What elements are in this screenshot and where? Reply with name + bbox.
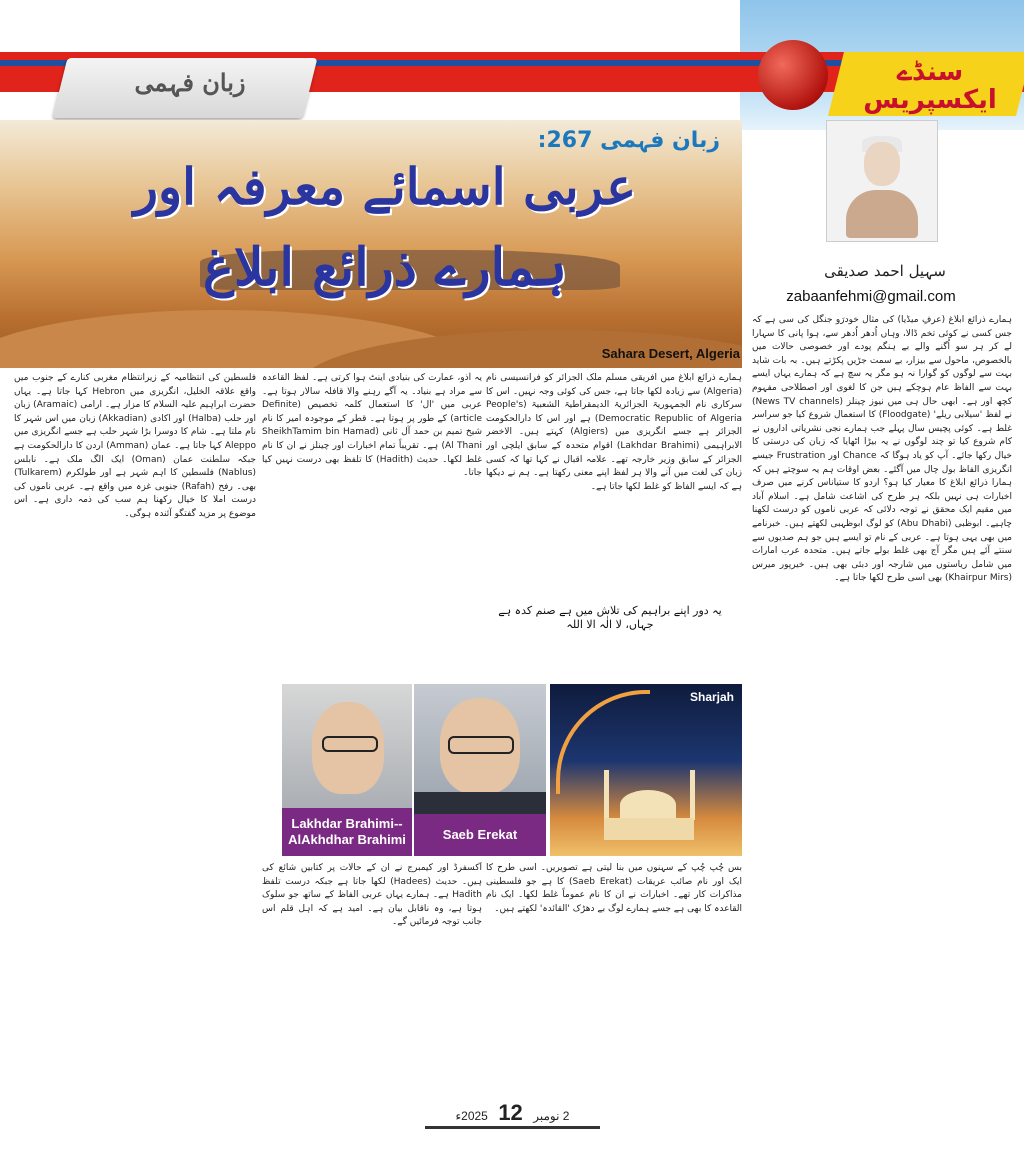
- glasses-icon: [322, 736, 378, 752]
- photo-caption-erekat: Saeb Erekat: [414, 814, 546, 856]
- headline-line-2: ہمارے ذرائع ابلاغ: [203, 237, 567, 298]
- article-column-4: فلسطین کی انتظامیہ کے زیرانتظام مغربی کنارے کے جنوب میں واقع علاقہ الخلیل، انگریزی میں Hebron کہا جاتا ہے۔ یہاں حضرت ابراہیم علیہ السلام کا مزار ہے۔ ارامی (Aramaic) زبان اور حلب (Halba) اور اکادی (Akkadian) زبان میں اس شہر کا نام ملتا ہے۔ شام کا دوسرا بڑا شہر حلب ہے جسے انگریزی میں Aleppo کہا جاتا ہے۔ عمان (Amman) اردن کا دارالحکومت ہے جبکہ سلطنت عمان (Oman) ایک الگ ملک ہے۔ نابلس (Nablus) فلسطین کا اہم شہر ہے اور طولکرم (Tulkarem) بھی۔ رفح (Rafah) جنوبی غزہ میں واقع ہے۔ عربی ناموں کی درست املا کا خیال رکھنا ہم سب کی ذمہ داری ہے۔ اس موضوع پر مزید گفتگو آئندہ ہوگی۔: [14, 373, 256, 519]
- poetry-verse: یہ دور اپنے براہیم کی تلاش میں ہے صنم کدہ ہے جہاں، لا الٰہ الا اللہ: [498, 604, 722, 631]
- mosque-dome: [620, 790, 676, 820]
- minaret: [604, 770, 609, 820]
- author-photo-body: [846, 190, 918, 238]
- footer-date-day: 2 نومبر: [533, 1109, 570, 1123]
- section-label: زبان فہمی: [134, 68, 246, 97]
- article-column-6: آکسفرڈ اور کیمبرج نے ان کے حالات پر کتابیں شائع کی ہیں۔ حدیث (Hadees) لکھا جاتا ہے جبکہ درست تلفظ Hadith ہے۔ ہمارے یہاں عربی الفاظ کے ساتھ جو سلوک ہوتا ہے، وہ ناقابل بیان ہے۔ امید ہے کہ اہل قلم اس جانب توجہ فرمائیں گے۔: [262, 863, 482, 928]
- author-name: سہیل احمد صدیقی: [824, 262, 946, 280]
- footer-rule: [425, 1126, 600, 1129]
- hero-caption: Sahara Desert, Algeria: [601, 346, 740, 361]
- photo-lakhdar-brahimi: [282, 684, 412, 856]
- article-column-3: یہ اٰذو، عمارت کی بنیادی اینٹ ہوا کرتی ہے۔ لفظ القاعدہ سے مراد ہے بنیاد۔ یہ آگے رہنے والا قافلہ سالار ہوتا ہے۔ عربی میں 'ال' کا استعمال کلمہ تخصیص (Definite article) کے طور پر ہوتا ہے۔ قطر کے موجودہ امیر کا نام شیخ تمیم بن حمد آل ثانی (SheikhTamim bin Hamad Al Thani) ہے۔ تقریباً تمام اخبارات اور چینلز نے ان کا نام غلط لکھا۔ حدیث (Hadith) کا تلفظ بھی درست نہیں کیا جاتا۔: [262, 373, 482, 479]
- footer-date-year: 2025ء: [455, 1109, 488, 1123]
- minaret: [690, 770, 695, 820]
- headline-line-1: عربی اسمائے معرفہ اور: [133, 157, 637, 216]
- publication-logo: سنڈے ایکسپریس: [863, 57, 997, 115]
- author-email: zabaanfehmi@gmail.com: [786, 288, 956, 305]
- series-number: زبان فہمی 267:: [537, 128, 720, 153]
- photo-saeb-erekat: [414, 684, 546, 856]
- photo-label-sharjah: Sharjah: [690, 690, 735, 704]
- author-photo-face: [864, 142, 900, 186]
- page-footer: [425, 1100, 600, 1126]
- article-column-1: ہمارے ذرائع ابلاغ (عرفِ میڈیا) کی مثال خودرَو جنگل کی سی ہے کہ جس کسی نے کوئی تخم ڈالا، وہاں اُدھر اُدھر سے، ہوا پانی کا سہارا لے کر ہر سو اُگنے والے بے ہنگم پودے اور خصوصی حالات میں بالخصوص، ماحول سے بیزار، بے سمت جڑیں پکڑتے ہیں۔ بہ بات شاید بہت سے لوگوں کو گوارا نہ ہو مگر یہ سچ ہے کہ ہمارے یہاں ایسے بہت سے الفاظ عام ہوچکے ہیں جن کا لغوی اور اصطلاحی مفہوم کچھ اور ہے۔ ابھی حال ہی میں نیوز چینلز (News TV channels) نے لفظ 'سیلابی ریلے' (Floodgate) کا استعمال شروع کیا جو سراسر غلط ہے۔ کوئی پچیس سال پہلے جب ہمارے نجی نشریاتی اداروں نے کام شروع کیا تو چند لوگوں نے یہ بیڑا اٹھایا کہ زبان کی درستی کا خیال رکھا جائے۔ آپ کو یاد ہوگا کہ Chance اور Frustration جیسے انگریزی الفاظ بول چال میں آگئے۔ بعض اوقات ہم یہ سوچتے ہیں کہ ہمارا ذرائع ابلاغ کا معیار کیا ہو؟ اردو کا ستیاناس کرنے میں صرف اخبارات ہی نہیں بلکہ ہر طرح کی اشاعت شامل ہے۔ اسلام آباد میں مقیم ایک محقق نے توجہ دلائی کہ عربی ناموں کو درست لکھنا چاہیے۔ ابوظبی (Abu Dhabi) کو لوگ ابوظہبی لکھتے ہیں۔ خبرنامے میں بھی یہی ہوتا ہے۔ عربی کے نام تو ایسے ہیں جو ہم صدیوں سے سنتے آئے ہیں مگر آج بھی غلط بولے جاتے ہیں۔ متحدہ عرب امارات میں شامل ریاستوں میں شارجہ اور دبئی بھی ہیں۔ خیرپور میرس (Khairpur Mirs) بھی اسی طرح لکھا جاتا ہے۔: [752, 315, 1012, 584]
- article-column-5: بس چُپ چُپ کے سہنوں میں بنا لیتی ہے تصویریں۔ اسی طرح کا ایک اور نام صائب عریقات (Saeb Erekat) کا ہے جو فلسطینی مذاکرات کار تھے۔ اخبارات نے ان کا نام عموماً غلط لکھا۔ ایک نام القاعدہ کا بھی ہے جسے ہمارے لوگ بے دھڑک 'القائدہ' لکھتے ہیں۔: [486, 863, 742, 914]
- article-column-2: ہمارے ذرائع ابلاغ میں افریقی مسلم ملک الجزائر کو فرانسیسی نام (Algeria) سے زیادہ لکھا جاتا ہے، جس کی کوئی وجہ نہیں۔ اس کا سرکاری نام الجمہوریۃ الجزائریۃ الدیمقراطیۃ الشعبیۃ (People's Democratic Republic of Algeria) ہے اور اس کا دارالحکومت الجزائر ہے جسے انگریزی میں (Algiers) کہتے ہیں۔ الاخضر الابراہیمی (Lakhdar Brahimi) اقوام متحدہ کے سابق ایلچی اور الجزائر کے سابق وزیر خارجہ تھے۔ علامہ اقبال نے کہا تھا کہ کسی زبان کی لغت میں آنے والا ہر لفظ اپنے معنی رکھتا ہے۔ ہم نے دیکھا ہے کہ ایسے الفاظ کو غلط لکھا جاتا ہے۔: [486, 373, 742, 492]
- page-number: 12: [498, 1100, 523, 1125]
- mosque-base: [604, 818, 694, 840]
- glasses-icon: [448, 736, 514, 754]
- globe-icon: [758, 40, 828, 110]
- photo-caption-brahimi: Lakhdar Brahimi-- AlAkhdhar Brahimi: [282, 808, 412, 856]
